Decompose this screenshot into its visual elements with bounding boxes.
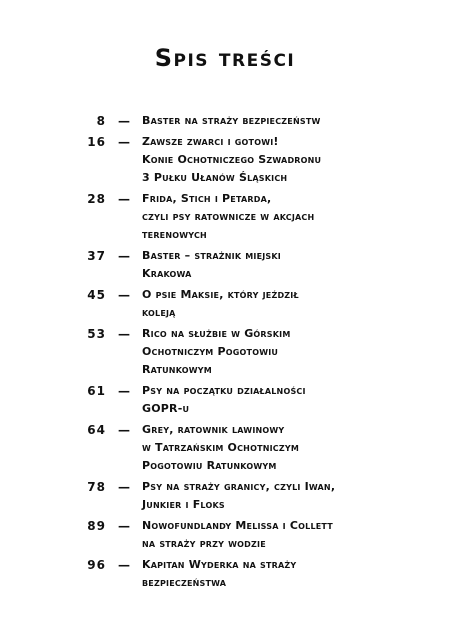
toc-entry-title: GOPR-u	[142, 402, 190, 415]
toc-entry	[0, 325, 450, 379]
toc-entry-title: czyli psy ratownicze w akcjach	[142, 210, 315, 223]
toc-entry-title: Zawsze zwarci i gotowi!	[142, 135, 279, 148]
toc-page-number: 61	[87, 384, 106, 398]
toc-entry	[0, 382, 450, 418]
toc-entry-title: w Tatrzańskim Ochotniczym	[142, 441, 300, 454]
toc-dash: —	[118, 135, 130, 149]
toc-entry-title: Nowofundlandy Melissa i Collett	[142, 519, 333, 532]
toc-entry-title: terenowych	[142, 228, 207, 241]
toc-entry-title: 3 Pułku Ułanów Śląskich	[142, 171, 288, 184]
toc-entry-title: koleją	[142, 306, 176, 319]
toc-entry-title: Psy na straży granicy, czyli Iwan,	[142, 480, 336, 493]
toc-dash: —	[118, 423, 130, 437]
toc-entry	[0, 478, 450, 514]
toc-entry-title: Kapitan Wyderka na straży	[142, 558, 297, 571]
toc-dash: —	[118, 519, 130, 533]
toc-entry	[0, 286, 450, 322]
toc-page-number: 28	[87, 192, 106, 206]
toc-entry-title: Baster na straży bezpieczeństw	[142, 114, 321, 127]
toc-entry-title: Konie Ochotniczego Szwadronu	[142, 153, 322, 166]
toc-entry-title: Psy na początku działalności	[142, 384, 306, 397]
toc-entry	[0, 190, 450, 244]
toc-entry-title: Rico na służbie w Górskim	[142, 327, 291, 340]
toc-entry-title: O psie Maksie, który jeździł	[142, 288, 299, 301]
toc-page-number: 45	[87, 288, 106, 302]
toc-entry-title: Ochotniczym Pogotowiu	[142, 345, 279, 358]
toc-entry-title: bezpieczeństwa	[142, 576, 227, 589]
toc-dash: —	[118, 114, 130, 128]
toc-dash: —	[118, 327, 130, 341]
toc-entry-title: Grey, ratownik lawinowy	[142, 423, 285, 436]
toc-dash: —	[118, 384, 130, 398]
toc-entry-title: Frida, Stich i Petarda,	[142, 192, 272, 205]
toc-page-number: 78	[87, 480, 106, 494]
toc-entry	[0, 556, 450, 592]
toc-entry-title: na straży przy wodzie	[142, 537, 266, 550]
toc-entry-title: Pogotowiu Ratunkowym	[142, 459, 277, 472]
toc-page-number: 96	[87, 558, 106, 572]
page-title: Spis treści	[154, 44, 296, 72]
toc-dash: —	[118, 249, 130, 263]
toc-page-number: 53	[87, 327, 106, 341]
toc-page-number: 89	[87, 519, 106, 533]
toc-entry-title: Ratunkowym	[142, 363, 212, 376]
toc-dash: —	[118, 192, 130, 206]
toc-page-number: 37	[87, 249, 106, 263]
toc-dash: —	[118, 558, 130, 572]
toc-entry	[0, 112, 450, 130]
toc-entry	[0, 517, 450, 553]
toc-page-number: 64	[87, 423, 106, 437]
toc-entry-title: Baster – strażnik miejski	[142, 249, 281, 262]
toc-dash: —	[118, 480, 130, 494]
toc-entry-title: Junkier i Floks	[142, 498, 225, 511]
toc-entry	[0, 133, 450, 187]
toc-entry	[0, 421, 450, 475]
toc-page-number: 8	[96, 114, 106, 128]
toc-entry	[0, 247, 450, 283]
toc-entry-title: Krakowa	[142, 267, 192, 280]
table-of-contents	[0, 112, 450, 595]
toc-dash: —	[118, 288, 130, 302]
toc-page-number: 16	[87, 135, 106, 149]
